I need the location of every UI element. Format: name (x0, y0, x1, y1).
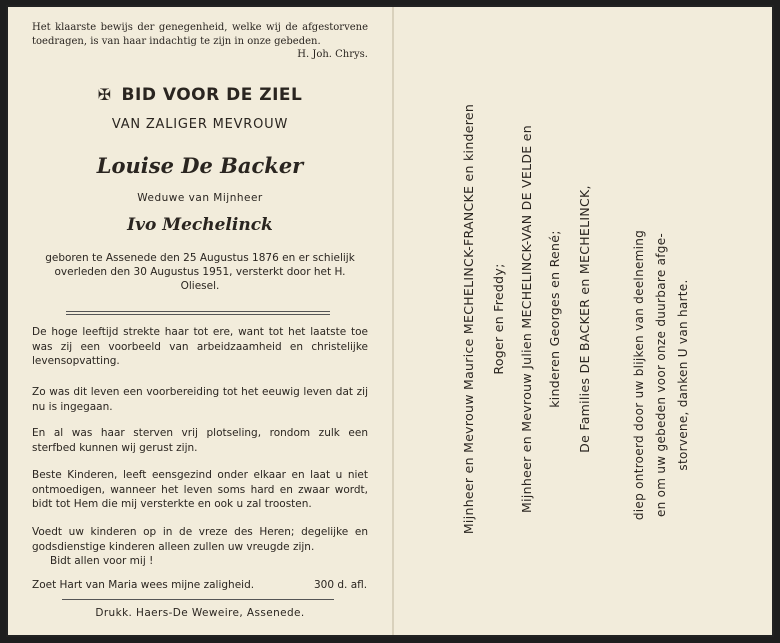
right-panel (394, 7, 774, 635)
prayer-request: Bidt allen voor mij ! (50, 555, 154, 567)
family-line: De Families DE BACKER en MECHELINCK, (577, 185, 592, 453)
printer-credit: Drukk. Haers-De Weweire, Assenede. (95, 607, 305, 619)
thanks-line: storvene, danken U van harte. (676, 279, 690, 471)
paragraph: Voedt uw kinderen op in de vreze des Heren; degelijke en godsdienstige kinderen alleen zullen uw vreugde zijn. (32, 526, 368, 553)
thanks-line: en om uw gebeden voor onze duurbare afge- (654, 232, 668, 518)
paragraph: Zo was dit leven een voorbereiding tot het eeuwig leven dat zij nu is ingegaan. (32, 386, 368, 413)
divider (66, 314, 330, 315)
family-line: kinderen Georges en René; (547, 230, 562, 408)
family-line: Mijnheer en Mevrouw Maurice MECHELINCK-FRANCKE en kinderen (461, 103, 476, 535)
paragraph: En al was haar sterven vrij plotseling, rondom zulk een sterfbed kunnen wij gerust zijn. (32, 427, 368, 454)
divider (62, 599, 334, 600)
paragraph: Beste Kinderen, leeft eensgezind onder elkaar en laat u niet ontmoedigen, wanneer het leven soms hard en zwaar wordt, bidt tot Hem die mij versterkte en ook u zal troosten. (32, 469, 368, 510)
birth-death-text: geboren te Assenede den 25 Augustus 1876 en er schielijk overleden den 30 Augustus 1951, versterkt door het H. Oliesel. (45, 252, 355, 292)
invocation: Zoet Hart van Maria wees mijne zaligheid. (32, 579, 255, 591)
quote-author: H. Joh. Chrys. (297, 49, 368, 60)
widow-of: Weduwe van Mijnheer (137, 192, 263, 204)
paragraph: De hoge leeftijd strekte haar tot ere, want tot het laatste toe was zij een voorbeeld van arbeidzaamheid en christelijke levensopvatting. (32, 326, 368, 367)
opening-quote (32, 21, 368, 62)
cross-icon: ✠ (97, 85, 112, 104)
indulgence: 300 d. afl. (314, 579, 368, 591)
family-line: Roger en Freddy; (491, 263, 506, 375)
divider (66, 311, 330, 312)
subtitle: VAN ZALIGER MEVROUW (111, 117, 289, 132)
title-text: BID VOOR DE ZIEL (121, 85, 303, 105)
family-line: Mijnheer en Mevrouw Julien MECHELINCK-VAN DE VELDE en (519, 125, 534, 513)
left-panel (8, 7, 392, 635)
prayer-title (8, 85, 392, 105)
deceased-name: Louise De Backer (96, 153, 304, 178)
quote-text: Het klaarste bewijs der genegenheid, welke wij de afgestorvene toedragen, is van haar indachtig te zijn in onze gebeden. (32, 22, 368, 47)
thanks-line: diep ontroerd door uw blijken van deelneming (632, 229, 646, 521)
memorial-card (6, 5, 774, 637)
husband-name: Ivo Mechelinck (127, 215, 273, 235)
